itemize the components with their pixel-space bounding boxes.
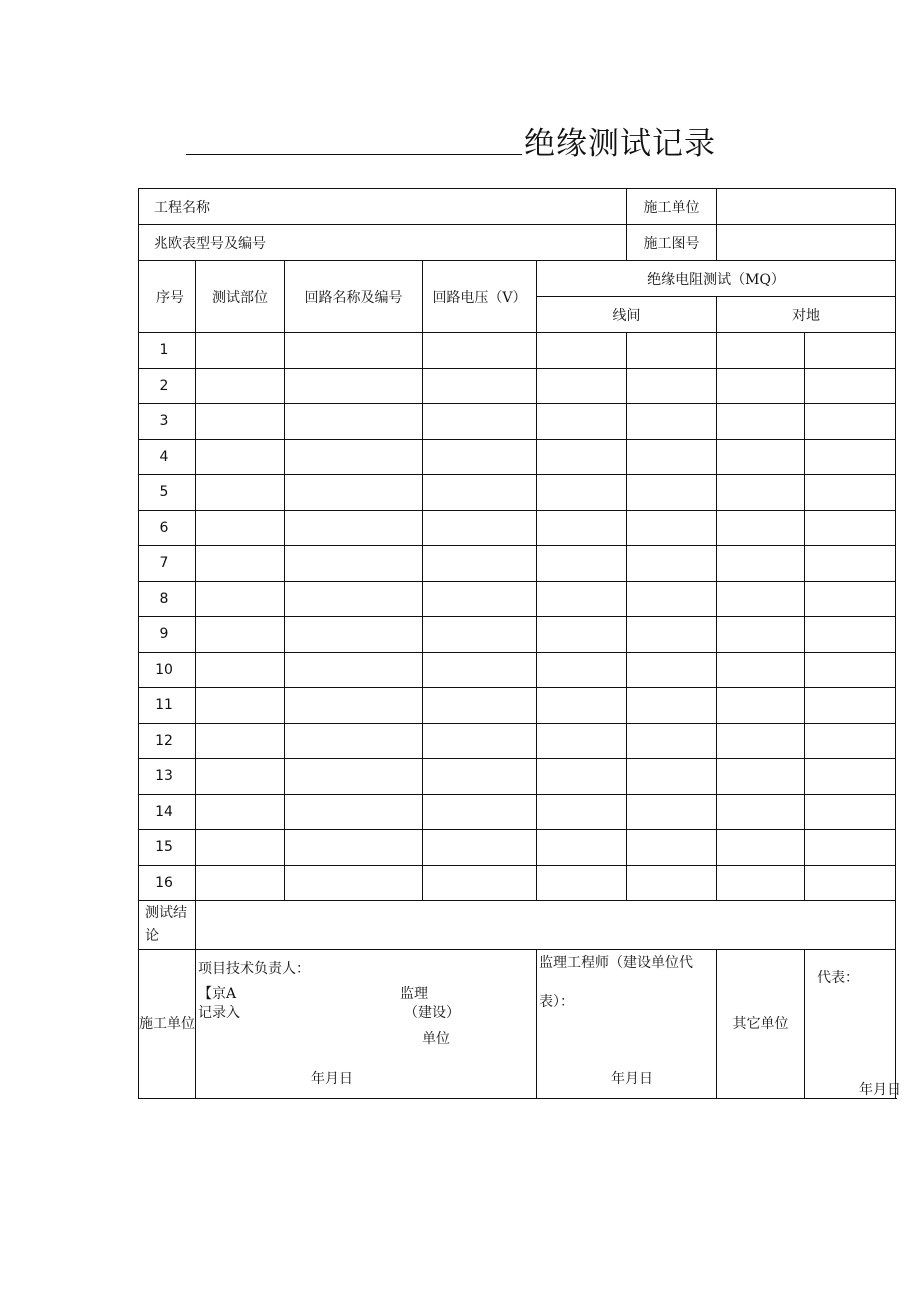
row-number: 6: [139, 510, 196, 546]
conclusion-row: [139, 901, 896, 950]
between-lines-cell-2[interactable]: [627, 617, 717, 653]
to-ground-cell-2[interactable]: [805, 510, 896, 546]
circuit-cell[interactable]: [285, 723, 423, 759]
insulation-test-table: [138, 188, 902, 1099]
location-cell[interactable]: [196, 404, 285, 440]
voltage-cell[interactable]: [423, 546, 537, 582]
between-lines-cell-1[interactable]: [537, 368, 627, 404]
to-ground-cell-2[interactable]: [805, 404, 896, 440]
to-ground-cell-1[interactable]: [717, 546, 805, 582]
to-ground-cell-1[interactable]: [717, 865, 805, 901]
table-row: [139, 581, 896, 617]
to-ground-cell-2[interactable]: [805, 723, 896, 759]
table-row: [139, 759, 896, 795]
location-cell[interactable]: [196, 510, 285, 546]
between-lines-cell-2[interactable]: [627, 794, 717, 830]
table-row: [139, 830, 896, 866]
date-2: 年月日: [611, 1071, 653, 1087]
header-location: 测试部位: [196, 261, 285, 333]
voltage-cell[interactable]: [423, 510, 537, 546]
voltage-cell[interactable]: [423, 830, 537, 866]
between-lines-cell-2[interactable]: [627, 652, 717, 688]
between-lines-cell-1[interactable]: [537, 475, 627, 511]
voltage-cell[interactable]: [423, 475, 537, 511]
signature-row: [139, 950, 896, 1099]
to-ground-cell-2[interactable]: [805, 617, 896, 653]
tech-lead-label: 项目技术负责人：: [198, 961, 310, 977]
date-1: 年月日: [311, 1071, 353, 1087]
between-lines-cell-2[interactable]: [627, 865, 717, 901]
table-row: [139, 510, 896, 546]
to-ground-cell-2[interactable]: [805, 581, 896, 617]
other-unit-label: 其它单位: [717, 950, 805, 1099]
page-title: 绝缘测试记录: [524, 126, 716, 162]
table-row: [139, 688, 896, 724]
voltage-cell[interactable]: [423, 617, 537, 653]
location-cell[interactable]: [196, 830, 285, 866]
table-row: [139, 475, 896, 511]
between-lines-cell-1[interactable]: [537, 652, 627, 688]
between-lines-cell-2[interactable]: [627, 404, 717, 440]
row-number: 5: [139, 475, 196, 511]
table-row: [139, 546, 896, 582]
to-ground-cell-1[interactable]: [717, 439, 805, 475]
circuit-cell[interactable]: [285, 333, 423, 369]
drawing-no-value[interactable]: [717, 225, 896, 261]
table-row: [139, 439, 896, 475]
to-ground-cell-2[interactable]: [805, 830, 896, 866]
between-lines-cell-1[interactable]: [537, 830, 627, 866]
supervisor-engineer-label: 监理工程师（建设单位代: [539, 955, 693, 971]
location-cell[interactable]: [196, 475, 285, 511]
record-entry-label: 记录入: [198, 1005, 240, 1021]
to-ground-cell-2[interactable]: [805, 652, 896, 688]
voltage-cell[interactable]: [423, 723, 537, 759]
to-ground-cell-2[interactable]: [805, 333, 896, 369]
between-lines-cell-1[interactable]: [537, 865, 627, 901]
location-cell[interactable]: [196, 617, 285, 653]
circuit-cell[interactable]: [285, 510, 423, 546]
circuit-cell[interactable]: [285, 865, 423, 901]
location-cell[interactable]: [196, 333, 285, 369]
between-lines-cell-1[interactable]: [537, 794, 627, 830]
between-lines-cell-2[interactable]: [627, 333, 717, 369]
row-number: 8: [139, 581, 196, 617]
location-cell[interactable]: [196, 652, 285, 688]
location-cell[interactable]: [196, 581, 285, 617]
voltage-cell[interactable]: [423, 368, 537, 404]
voltage-cell[interactable]: [423, 439, 537, 475]
between-lines-cell-1[interactable]: [537, 510, 627, 546]
to-ground-cell-1[interactable]: [717, 368, 805, 404]
voltage-cell[interactable]: [423, 404, 537, 440]
row-number: 14: [139, 794, 196, 830]
title-underline: [186, 154, 522, 155]
data-rows: [139, 333, 896, 901]
to-ground-cell-1[interactable]: [717, 688, 805, 724]
between-lines-cell-2[interactable]: [627, 723, 717, 759]
between-lines-cell-2[interactable]: [627, 546, 717, 582]
supervisor-engineer-cont: 表）：: [539, 994, 574, 1010]
location-cell[interactable]: [196, 759, 285, 795]
conclusion-label: 测试结论: [139, 901, 196, 950]
to-ground-cell-1[interactable]: [717, 510, 805, 546]
row-number: 11: [139, 688, 196, 724]
between-lines-cell-1[interactable]: [537, 581, 627, 617]
between-lines-cell-2[interactable]: [627, 510, 717, 546]
circuit-cell[interactable]: [285, 581, 423, 617]
info-row-project: [139, 189, 896, 225]
to-ground-cell-2[interactable]: [805, 688, 896, 724]
row-number: 10: [139, 652, 196, 688]
to-ground-cell-2[interactable]: [805, 794, 896, 830]
construction-unit-sign-cell[interactable]: [196, 950, 537, 1099]
to-ground-cell-1[interactable]: [717, 794, 805, 830]
row-number: 2: [139, 368, 196, 404]
location-cell[interactable]: [196, 439, 285, 475]
to-ground-cell-1[interactable]: [717, 475, 805, 511]
supervision-label: 监理: [400, 986, 428, 1002]
header-to-ground: 对地: [717, 297, 896, 333]
circuit-cell[interactable]: [285, 759, 423, 795]
row-number: 12: [139, 723, 196, 759]
row-number: 13: [139, 759, 196, 795]
between-lines-cell-2[interactable]: [627, 439, 717, 475]
jing-a-label: 【京A: [198, 986, 237, 1002]
to-ground-cell-1[interactable]: [717, 652, 805, 688]
circuit-cell[interactable]: [285, 794, 423, 830]
circuit-cell[interactable]: [285, 617, 423, 653]
circuit-cell[interactable]: [285, 652, 423, 688]
between-lines-cell-1[interactable]: [537, 333, 627, 369]
voltage-cell[interactable]: [423, 581, 537, 617]
to-ground-cell-1[interactable]: [717, 404, 805, 440]
circuit-cell[interactable]: [285, 368, 423, 404]
to-ground-cell-1[interactable]: [717, 333, 805, 369]
table-row: [139, 617, 896, 653]
table-row: [139, 404, 896, 440]
voltage-cell[interactable]: [423, 688, 537, 724]
row-number: 7: [139, 546, 196, 582]
between-lines-cell-1[interactable]: [537, 723, 627, 759]
voltage-cell[interactable]: [423, 794, 537, 830]
voltage-cell[interactable]: [423, 652, 537, 688]
circuit-cell[interactable]: [285, 404, 423, 440]
between-lines-cell-2[interactable]: [627, 581, 717, 617]
between-lines-cell-1[interactable]: [537, 439, 627, 475]
row-number: 16: [139, 865, 196, 901]
to-ground-cell-1[interactable]: [717, 830, 805, 866]
supervisor-sign-cell[interactable]: [537, 950, 717, 1099]
location-cell[interactable]: [196, 546, 285, 582]
between-lines-cell-2[interactable]: [627, 475, 717, 511]
to-ground-cell-1[interactable]: [717, 581, 805, 617]
to-ground-cell-1[interactable]: [717, 723, 805, 759]
to-ground-cell-2[interactable]: [805, 368, 896, 404]
construction-unit-sign-label: 施工单位: [139, 950, 196, 1099]
location-cell[interactable]: [196, 723, 285, 759]
location-cell[interactable]: [196, 865, 285, 901]
unit-label: 单位: [422, 1031, 450, 1047]
table-row: [139, 368, 896, 404]
project-name-label: 工程名称: [139, 189, 627, 225]
header-seq: 序号: [139, 261, 196, 333]
between-lines-cell-2[interactable]: [627, 759, 717, 795]
location-cell[interactable]: [196, 368, 285, 404]
header-between-lines: 线间: [537, 297, 717, 333]
date-3: 年月日: [859, 1082, 902, 1098]
between-lines-cell-2[interactable]: [627, 830, 717, 866]
voltage-cell[interactable]: [423, 865, 537, 901]
to-ground-cell-1[interactable]: [717, 617, 805, 653]
circuit-cell[interactable]: [285, 475, 423, 511]
to-ground-cell-2[interactable]: [805, 439, 896, 475]
row-number: 4: [139, 439, 196, 475]
to-ground-cell-1[interactable]: [717, 759, 805, 795]
row-number: 3: [139, 404, 196, 440]
row-number: 9: [139, 617, 196, 653]
circuit-cell[interactable]: [285, 830, 423, 866]
between-lines-cell-1[interactable]: [537, 546, 627, 582]
table-row: [139, 865, 896, 901]
other-unit-sign-cell[interactable]: [805, 950, 902, 1099]
header-row-1: [139, 261, 896, 297]
between-lines-cell-1[interactable]: [537, 688, 627, 724]
table-row: [139, 333, 896, 369]
to-ground-cell-2[interactable]: [805, 865, 896, 901]
between-lines-cell-1[interactable]: [537, 759, 627, 795]
circuit-cell[interactable]: [285, 546, 423, 582]
voltage-cell[interactable]: [423, 759, 537, 795]
header-circuit: 回路名称及编号: [285, 261, 423, 333]
table-row: [139, 723, 896, 759]
to-ground-cell-2[interactable]: [805, 475, 896, 511]
drawing-no-label: 施工图号: [627, 225, 717, 261]
between-lines-cell-2[interactable]: [627, 688, 717, 724]
location-cell[interactable]: [196, 794, 285, 830]
header-resistance: 绝缘电阻测试（MQ）: [537, 261, 896, 297]
title-block: [186, 118, 726, 162]
table-row: [139, 652, 896, 688]
between-lines-cell-2[interactable]: [627, 368, 717, 404]
construction-unit-label: 施工单位: [627, 189, 717, 225]
construction-unit-value[interactable]: [717, 189, 896, 225]
circuit-cell[interactable]: [285, 688, 423, 724]
between-lines-cell-1[interactable]: [537, 617, 627, 653]
table-row: [139, 794, 896, 830]
meter-model-label: 兆欧表型号及编号: [139, 225, 627, 261]
voltage-cell[interactable]: [423, 333, 537, 369]
location-cell[interactable]: [196, 688, 285, 724]
to-ground-cell-2[interactable]: [805, 759, 896, 795]
to-ground-cell-2[interactable]: [805, 546, 896, 582]
header-voltage: 回路电压（V）: [423, 261, 537, 333]
row-number: 1: [139, 333, 196, 369]
conclusion-value[interactable]: [196, 901, 896, 950]
between-lines-cell-1[interactable]: [537, 404, 627, 440]
construction-paren-label: （建设）: [404, 1005, 460, 1021]
info-row-meter: [139, 225, 896, 261]
row-number: 15: [139, 830, 196, 866]
representative-label: 代表：: [817, 970, 860, 986]
circuit-cell[interactable]: [285, 439, 423, 475]
